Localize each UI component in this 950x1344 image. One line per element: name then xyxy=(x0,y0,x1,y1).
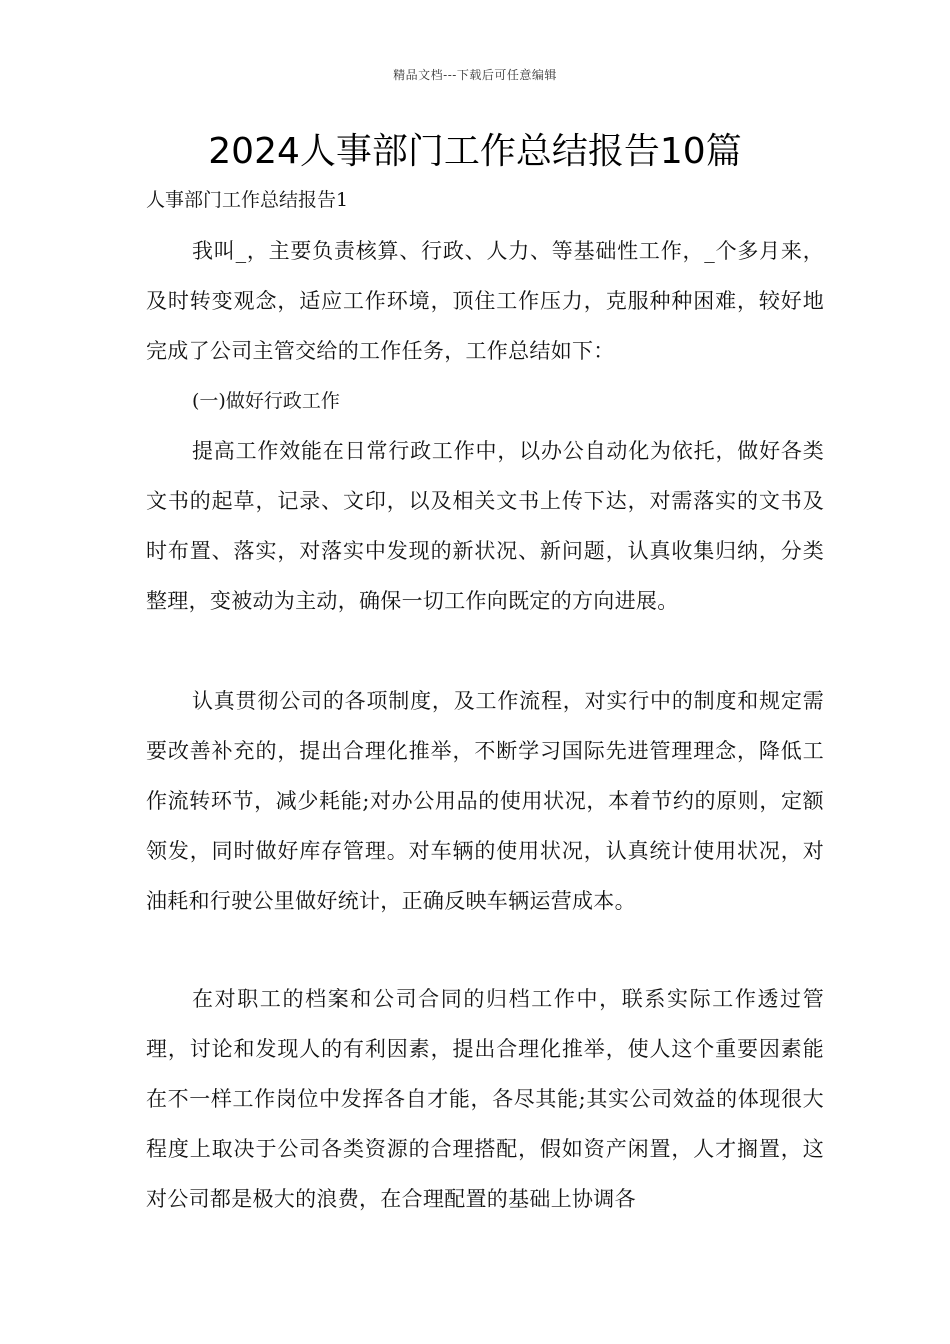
section-heading: 人事部门工作总结报告1 xyxy=(146,189,349,211)
paragraph-regulations: 认真贯彻公司的各项制度，及工作流程，对实行中的制度和规定需要改善补充的，提出合理化推举，不断学习国际先进管理理念，降低工作流转环节，减少耗能;对办公用品的使用状况，本着节约的原则，定额领发，同时做好库存管理。对车辆的使用状况，认真统计使用状况，对油耗和行驶公里做好统计，正确反映车辆运营成本。 xyxy=(146,689,824,913)
document-title: 2024人事部门工作总结报告10篇 xyxy=(208,131,742,172)
subheading-admin-work: (一)做好行政工作 xyxy=(192,390,340,412)
paragraph-intro: 我叫_，主要负责核算、行政、人力、等基础性工作，_个多月来，及时转变观念，适应工作环境，顶住工作压力，克服种种困难，较好地完成了公司主管交给的工作任务，工作总结如下： xyxy=(146,239,824,363)
header-note: 精品文档---下载后可任意编辑 xyxy=(393,68,557,82)
paragraph-archives: 在对职工的档案和公司合同的归档工作中，联系实际工作透过管理，讨论和发现人的有利因素，提出合理化推举，使人这个重要因素能在不一样工作岗位中发挥各自才能，各尽其能;其实公司效益的体现很大程度上取决于公司各类资源的合理搭配，假如资产闲置，人才搁置，这对公司都是极大的浪费，在合理配置的基础上协调各 xyxy=(146,987,824,1211)
paragraph-efficiency: 提高工作效能在日常行政工作中，以办公自动化为依托，做好各类文书的起草，记录、文印，以及相关文书上传下达，对需落实的文书及时布置、落实，对落实中发现的新状况、新问题，认真收集归纳，分类整理，变被动为主动，确保一切工作向既定的方向进展。 xyxy=(146,439,824,613)
